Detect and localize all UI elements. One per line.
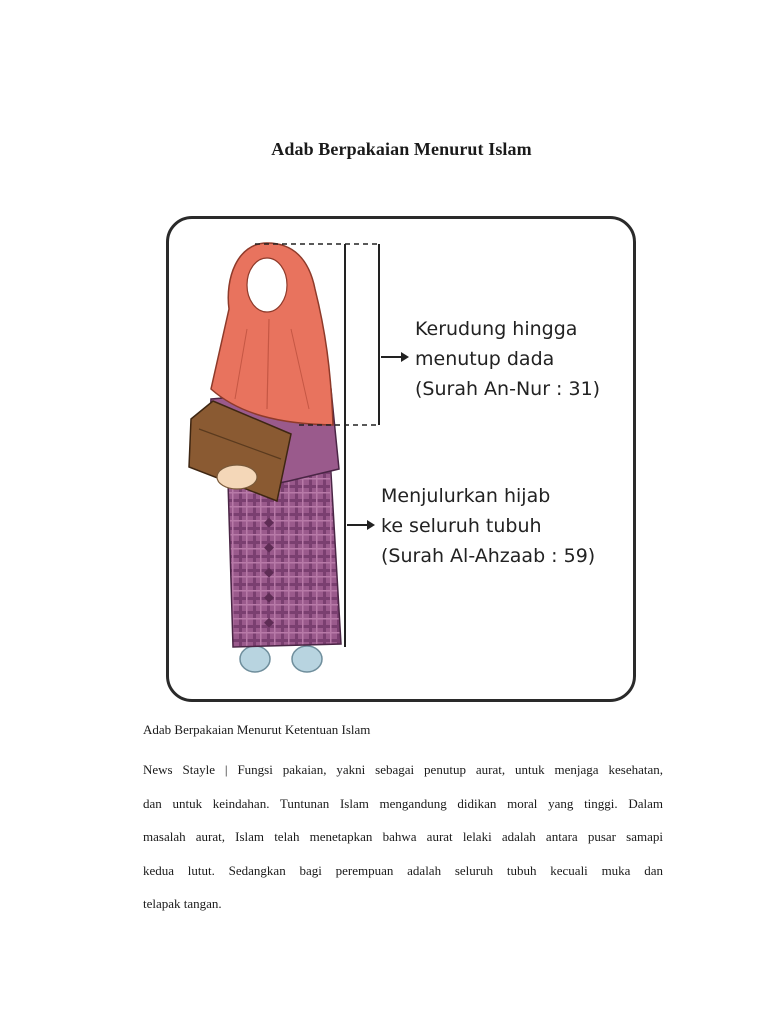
right-shoe bbox=[292, 646, 322, 672]
illustration-drawing bbox=[169, 219, 633, 699]
paragraph-line: News Stayle | Fungsi pakaian, yakni sebagai penutup aurat, untuk menjaga kesehatan, bbox=[143, 762, 663, 777]
hijab-illustration bbox=[166, 216, 636, 702]
label-line: menutup dada bbox=[415, 348, 555, 370]
label-line: Kerudung hingga bbox=[415, 318, 578, 340]
face bbox=[247, 258, 287, 312]
paragraph-line: dan untuk keindahan. Tuntunan Islam mengandung didikan moral yang tinggi. Dalam bbox=[143, 795, 663, 811]
label-line: (Surah An-Nur : 31) bbox=[415, 378, 601, 400]
body-paragraph bbox=[143, 753, 663, 921]
paragraph-line: telapak tangan. bbox=[143, 896, 222, 911]
left-shoe bbox=[240, 646, 270, 672]
figure-caption: Adab Berpakaian Menurut Ketentuan Islam bbox=[143, 722, 371, 737]
label-kerudung bbox=[415, 314, 600, 404]
label-hijab bbox=[381, 481, 595, 571]
label-line: (Surah Al-Ahzaab : 59) bbox=[381, 545, 596, 567]
label-line: ke seluruh tubuh bbox=[381, 515, 542, 537]
paragraph-line: kedua lutut. Sedangkan bagi perempuan adalah seluruh tubuh kecuali muka dan bbox=[143, 862, 663, 878]
hands bbox=[217, 465, 257, 489]
paragraph-line: masalah aurat, Islam telah menetapkan bahwa aurat lelaki adalah antara pusar samapi bbox=[143, 829, 663, 844]
label-line: Menjulurkan hijab bbox=[381, 485, 551, 507]
document-title: Adab Berpakaian Menurut Islam bbox=[271, 139, 532, 159]
